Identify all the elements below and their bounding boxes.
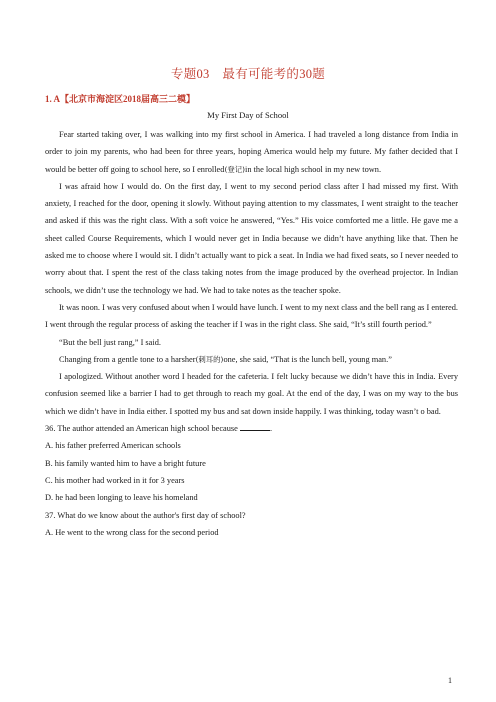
paragraph-4: “But the bell just rang,” I said.: [59, 337, 161, 347]
question-37-option-a: A. He went to the wrong class for the second period: [45, 527, 219, 537]
paragraph-3: It was noon. I was very confused about when I would have lunch. I went to my next class and the bell rang as I entered. I went through the regular process of asking the teacher if I was in the right class. She said, “It’s still fourth period.”: [45, 302, 458, 330]
paragraph-1: Fear started taking over, I was walking into my first school in America. I had traveled a long distance from India in order to join my parents, who had been for three years, hoping America would help my future. My father decided that I would be better off going to school here, so I enrolled(登记)in the local high school in my new town.: [45, 130, 458, 174]
question-36-option-c: C. his mother had worked in it for 3 years: [45, 475, 185, 485]
question-source-label: 1. A【北京市海淀区2018届高三二模】: [45, 94, 196, 104]
question-36-option-d: D. he had been longing to leave his homeland: [45, 493, 198, 503]
question-37-stem: 37. What do we know about the author's first day of school?: [45, 510, 246, 520]
paragraph-2: I was afraid how I would do. On the first day, I went to my second period class after I had missed my first. With anxiety, I reached for the door, opening it slowly. Without paying attention to my classmates, I went straight to the teacher and asked if this was the right class. With a soft voice he answered, “Yes.” His voice comforted me a little. He gave me a sheet called Course Requirements, which I would never get in India because we didn’t have anything like that. Then he asked me to choose where I would sit. I didn’t actually want to pick a seat. In India we had fixed seats, so I never needed to worry about that. I spent the rest of the class taking notes from the image produced by the overhead projector. In Indian schools, we didn’t use the technology we had. We had to take notes as the teacher spoke.: [45, 181, 458, 295]
answer-blank: [240, 422, 270, 431]
page-title: 专题03 最有可能考的30题: [170, 67, 326, 81]
paragraph-5: Changing from a gentle tone to a harsher(刺耳的)one, she said, “That is the lunch bell, young man.”: [59, 354, 392, 364]
document-body: [45, 126, 458, 541]
question-36-option-b: B. his family wanted him to have a bright future: [45, 458, 206, 468]
chinese-gloss: (刺耳的): [195, 354, 224, 364]
chinese-gloss: (登记): [224, 164, 245, 174]
question-36-stem: 36. The author attended an American high school because .: [45, 424, 273, 434]
paragraph-6: I apologized. Without another word I headed for the cafeteria. I felt lucky because we didn’t have this in India. Every confusion seemed like a barrier I had to get through to reach my goal. At the end of the day, I was on my way to the bus which we didn’t have in India either. I spotted my bus and sat down inside happily. I was thinking, today wasn’t o bad.: [45, 372, 458, 416]
article-title: My First Day of School: [207, 110, 289, 120]
page-number: 1: [448, 676, 452, 685]
question-36-option-a: A. his father preferred American schools: [45, 441, 181, 451]
